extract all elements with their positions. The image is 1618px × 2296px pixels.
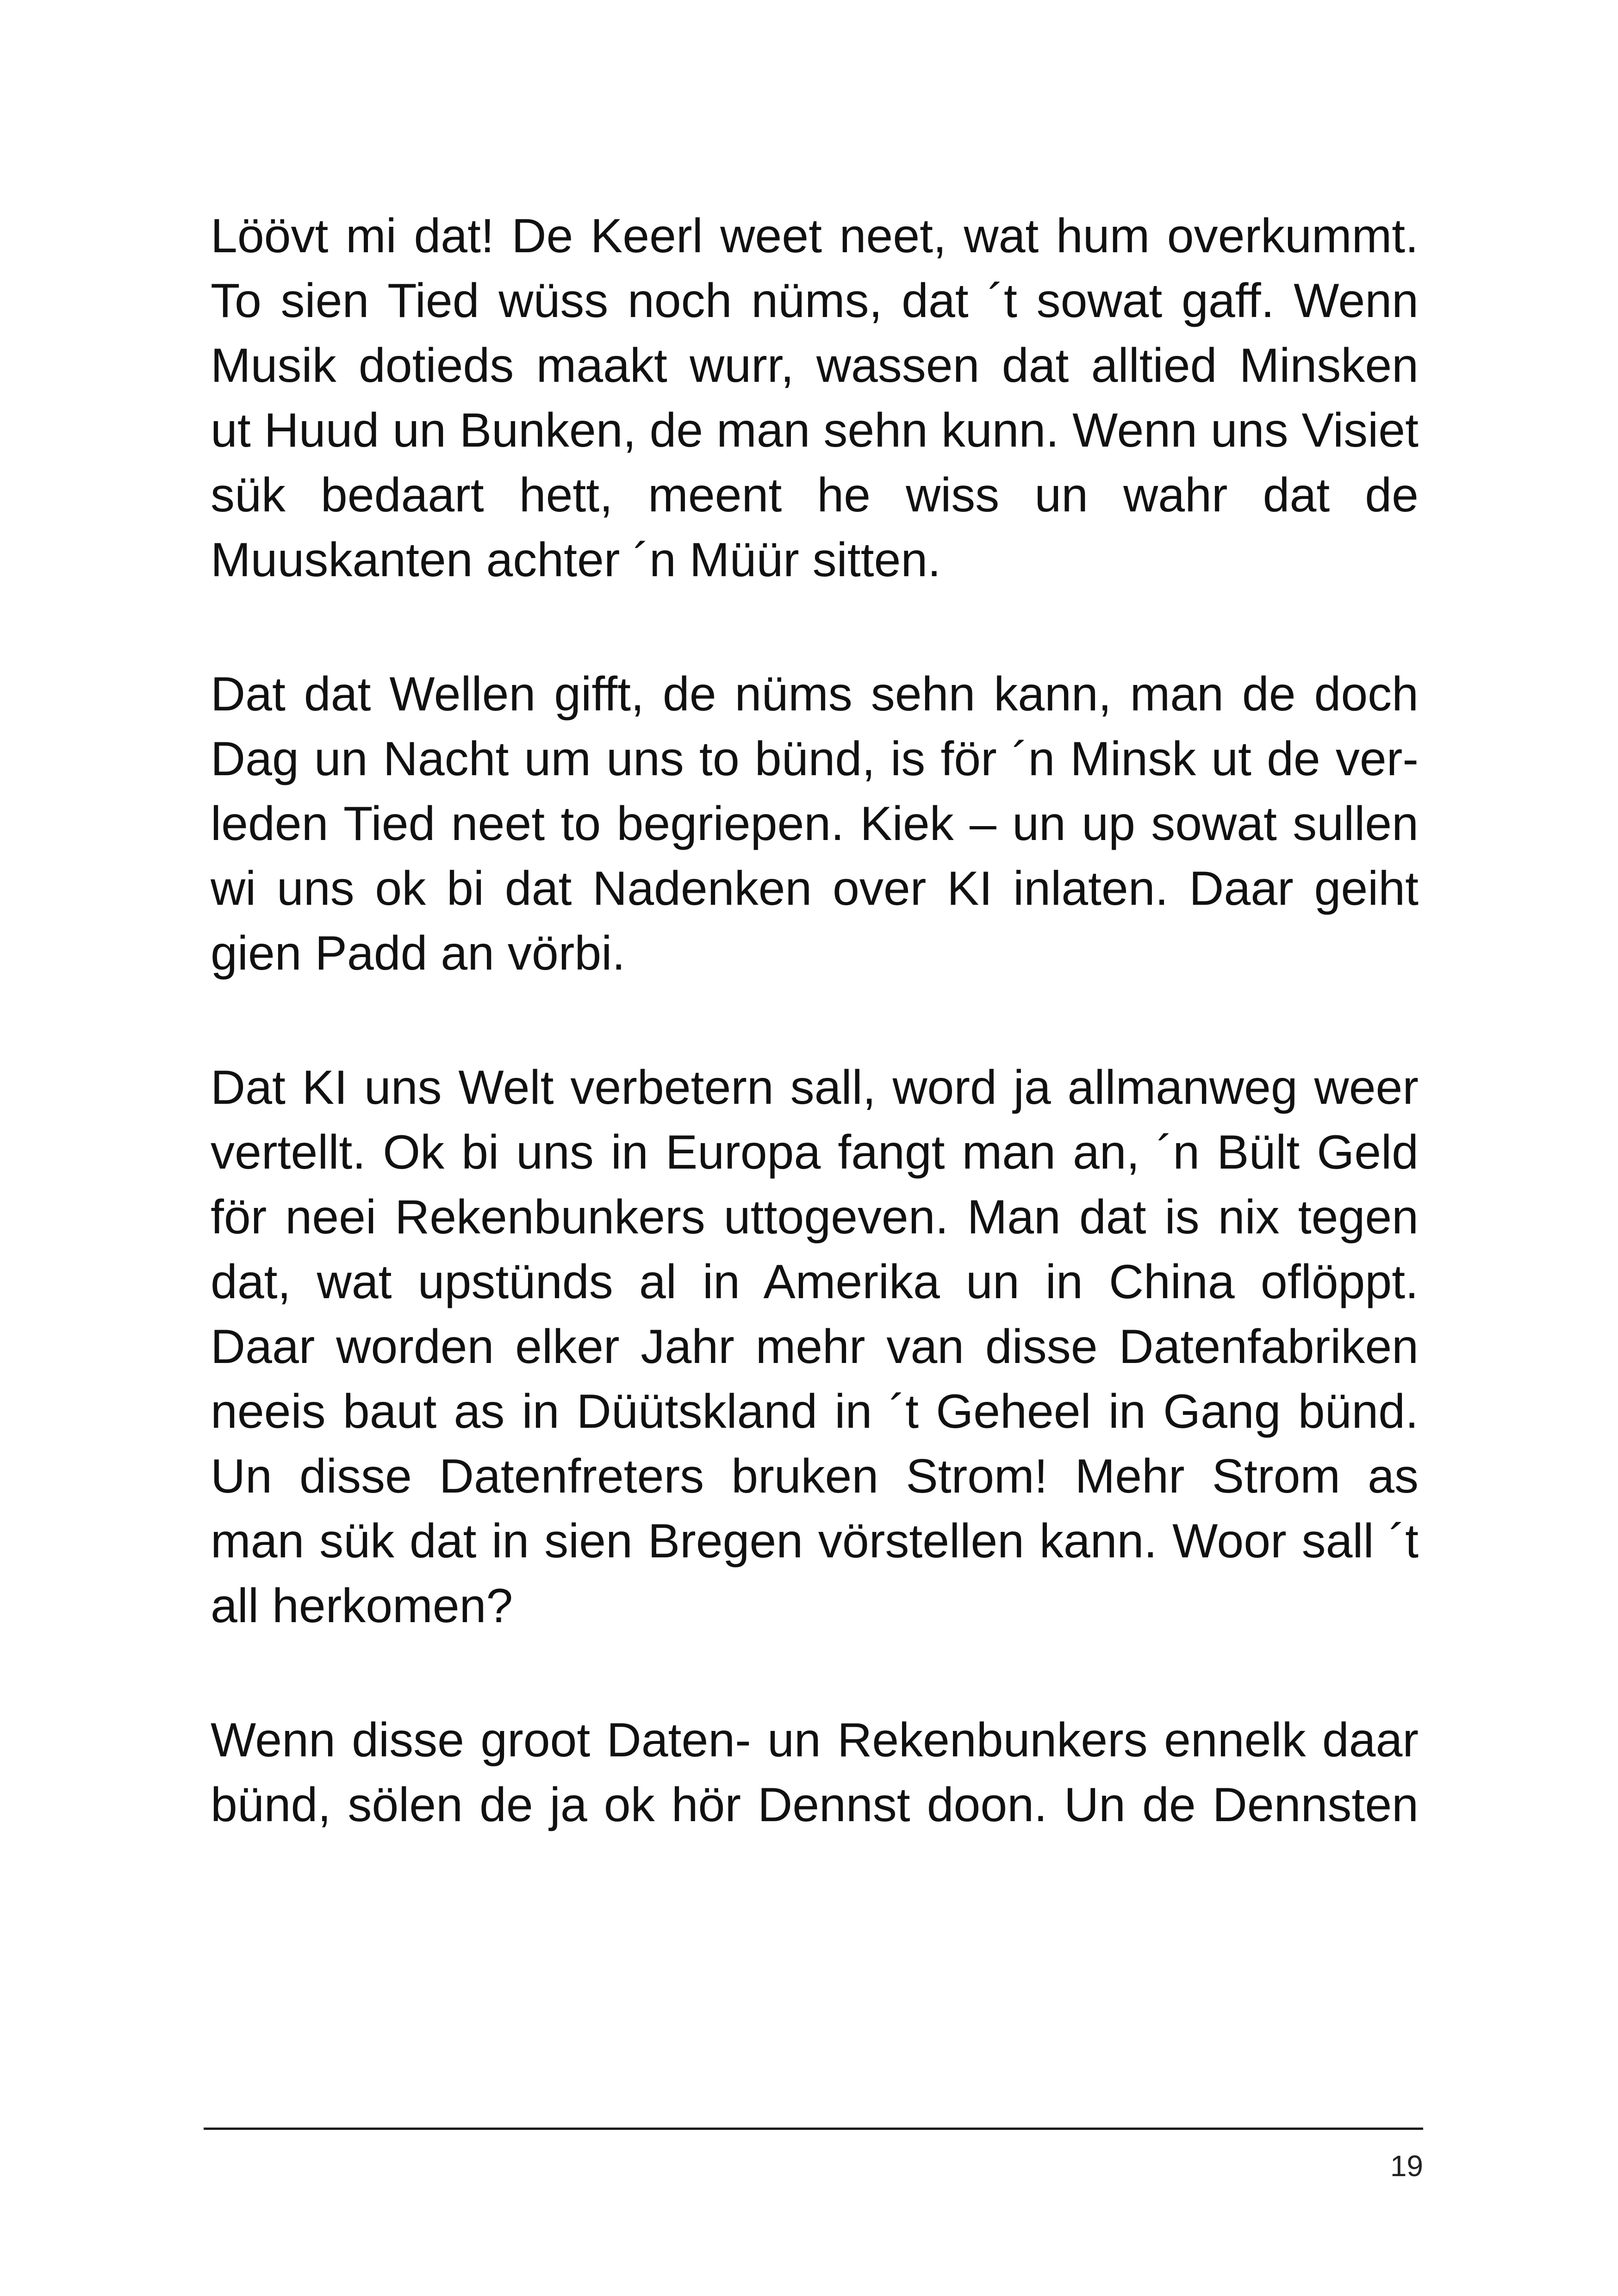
text-line: man sük dat in sien Bregen vörstellen kann. Woor sall ´t [211, 1514, 1419, 1568]
text-line: ut Huud un Bunken, de man sehn kunn. Wenn uns Visiet [211, 404, 1419, 457]
body-text [211, 204, 1419, 1907]
text-line: neeis baut as in Düütskland in ´t Geheel in Gang bünd. [211, 1385, 1419, 1438]
text-line: Dat KI uns Welt verbetern sall, word ja allmanweg weer [211, 1061, 1419, 1114]
text-line: Musik dotieds maakt wurr, wassen dat alltied Minsken [211, 339, 1419, 392]
paragraph-3 [211, 1055, 1419, 1638]
text-line: Daar worden elker Jahr mehr van disse Datenfabriken [211, 1320, 1419, 1374]
text-line: Dat dat Wellen gifft, de nüms sehn kann, man de doch [211, 667, 1419, 721]
footer-divider [204, 2128, 1423, 2130]
text-line: Dag un Nacht um uns to bünd, is för ´n Minsk ut de ver- [211, 732, 1419, 786]
text-line: dat, wat upstünds al in Amerika un in China oflöppt. [211, 1255, 1419, 1309]
text-line: Löövt mi dat! De Keerl weet neet, wat hum overkummt. [211, 209, 1419, 263]
text-line: sük bedaart hett, meent he wiss un wahr dat de [211, 468, 1419, 522]
text-line: för neei Rekenbunkers uttogeven. Man dat is nix tegen [211, 1190, 1419, 1244]
text-line: bünd, sölen de ja ok hör Dennst doon. Un de Dennsten [211, 1778, 1419, 1832]
text-line: all herkomen? [211, 1579, 513, 1633]
text-line: wi uns ok bi dat Nadenken over KI inlaten. Daar geiht [211, 862, 1419, 915]
text-line: Un disse Datenfreters bruken Strom! Mehr Strom as [211, 1450, 1419, 1503]
paragraph-2 [211, 662, 1419, 986]
text-line: Wenn disse groot Daten- un Rekenbunkers ennelk daar [211, 1713, 1419, 1767]
paragraph-1 [211, 204, 1419, 592]
text-line: leden Tied neet to begriepen. Kiek – un up sowat sullen [211, 797, 1419, 851]
paragraph-4 [211, 1708, 1419, 1837]
text-line: gien Padd an vörbi. [211, 927, 626, 980]
text-line: Muuskanten achter ´n Müür sitten. [211, 533, 941, 587]
text-line: vertellt. Ok bi uns in Europa fangt man an, ´n Bült Geld [211, 1126, 1419, 1179]
text-line: To sien Tied wüss noch nüms, dat ´t sowat gaff. Wenn [211, 274, 1419, 328]
page-number: 19 [1390, 2149, 1423, 2183]
